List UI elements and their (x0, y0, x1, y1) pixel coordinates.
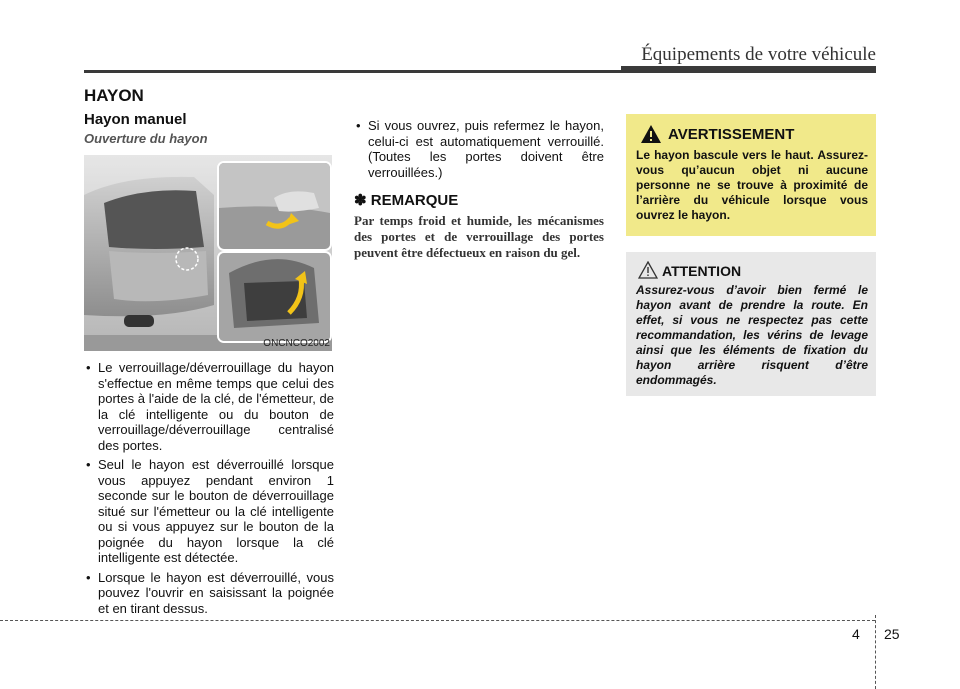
middle-bullet-list (354, 118, 604, 184)
subsection-title: Hayon manuel (84, 111, 187, 128)
attention-box (626, 252, 876, 396)
subsubsection-title: Ouverture du hayon (84, 131, 208, 146)
open-tailgate-inset (217, 251, 332, 343)
open-tailgate-illustration (219, 253, 330, 341)
bullet-item: • Seul le hayon est déverrouillé lorsque vous appuyez pendant environ 1 seconde sur le bouton de déverrouillage situé sur l'émetteur ou la clé intelligente ou si vous appuyez sur le bouton de la poignée du hayon lorsque la clé intelligente est détectée. (84, 457, 334, 566)
handle-inset (217, 161, 332, 251)
header-rule-accent (621, 66, 876, 71)
handle-illustration (219, 163, 330, 249)
remark-text: Par temps froid et humide, les mécanismes des portes et de verrouillage des portes peuvent être défectueux en raison du gel. (354, 213, 604, 260)
bullet-item: • Lorsque le hayon est déverrouillé, vous pouvez l'ouvrir en saisissant la poignée et en tirant dessus. (84, 570, 334, 617)
remark-title: ✽ REMARQUE (354, 192, 459, 209)
chapter-number: 4 (852, 626, 860, 642)
tailgate-figure (84, 155, 332, 351)
caution-triangle-icon (638, 261, 658, 279)
attention-text: Assurez-vous d’avoir bien fermé le hayon avant de prendre la route. En effet, si vous ne respectez pas cette recommandation, les vérins de levage ainsi que les éléments de fixation du hayon arrière risquent d’être endommagés. (636, 283, 868, 387)
left-bullet-list (84, 360, 334, 620)
warning-triangle-icon (640, 124, 662, 144)
section-title: HAYON (84, 86, 144, 105)
attention-title: ATTENTION (662, 263, 742, 279)
figure-caption: ONCNCO2002 (263, 338, 330, 349)
page-header-title: Équipements de votre véhicule (641, 44, 876, 65)
bullet-item: • Le verrouillage/déverrouillage du hayon s'effectue en même temps que celui des portes à l'aide de la clé, de l'émetteur, de la clé intelligente ou du bouton de verrouillage/déverrouillage centralisé des portes. (84, 360, 334, 453)
warning-box (626, 114, 876, 236)
footer-divider (875, 615, 876, 689)
warning-title: AVERTISSEMENT (668, 126, 795, 143)
bullet-item: • Si vous ouvrez, puis refermez le hayon, celui-ci est automatiquement verrouillé. (Toutes les portes doivent être verrouillées.) (354, 118, 604, 180)
footer-rule (0, 620, 875, 621)
page-number: 25 (884, 626, 900, 642)
warning-text: Le hayon bascule vers le haut. Assurez-vous qu’aucun objet ni aucune personne ne se trouve à proximité de l’arrière du véhicule lorsque vous ouvrez le hayon. (636, 148, 868, 222)
